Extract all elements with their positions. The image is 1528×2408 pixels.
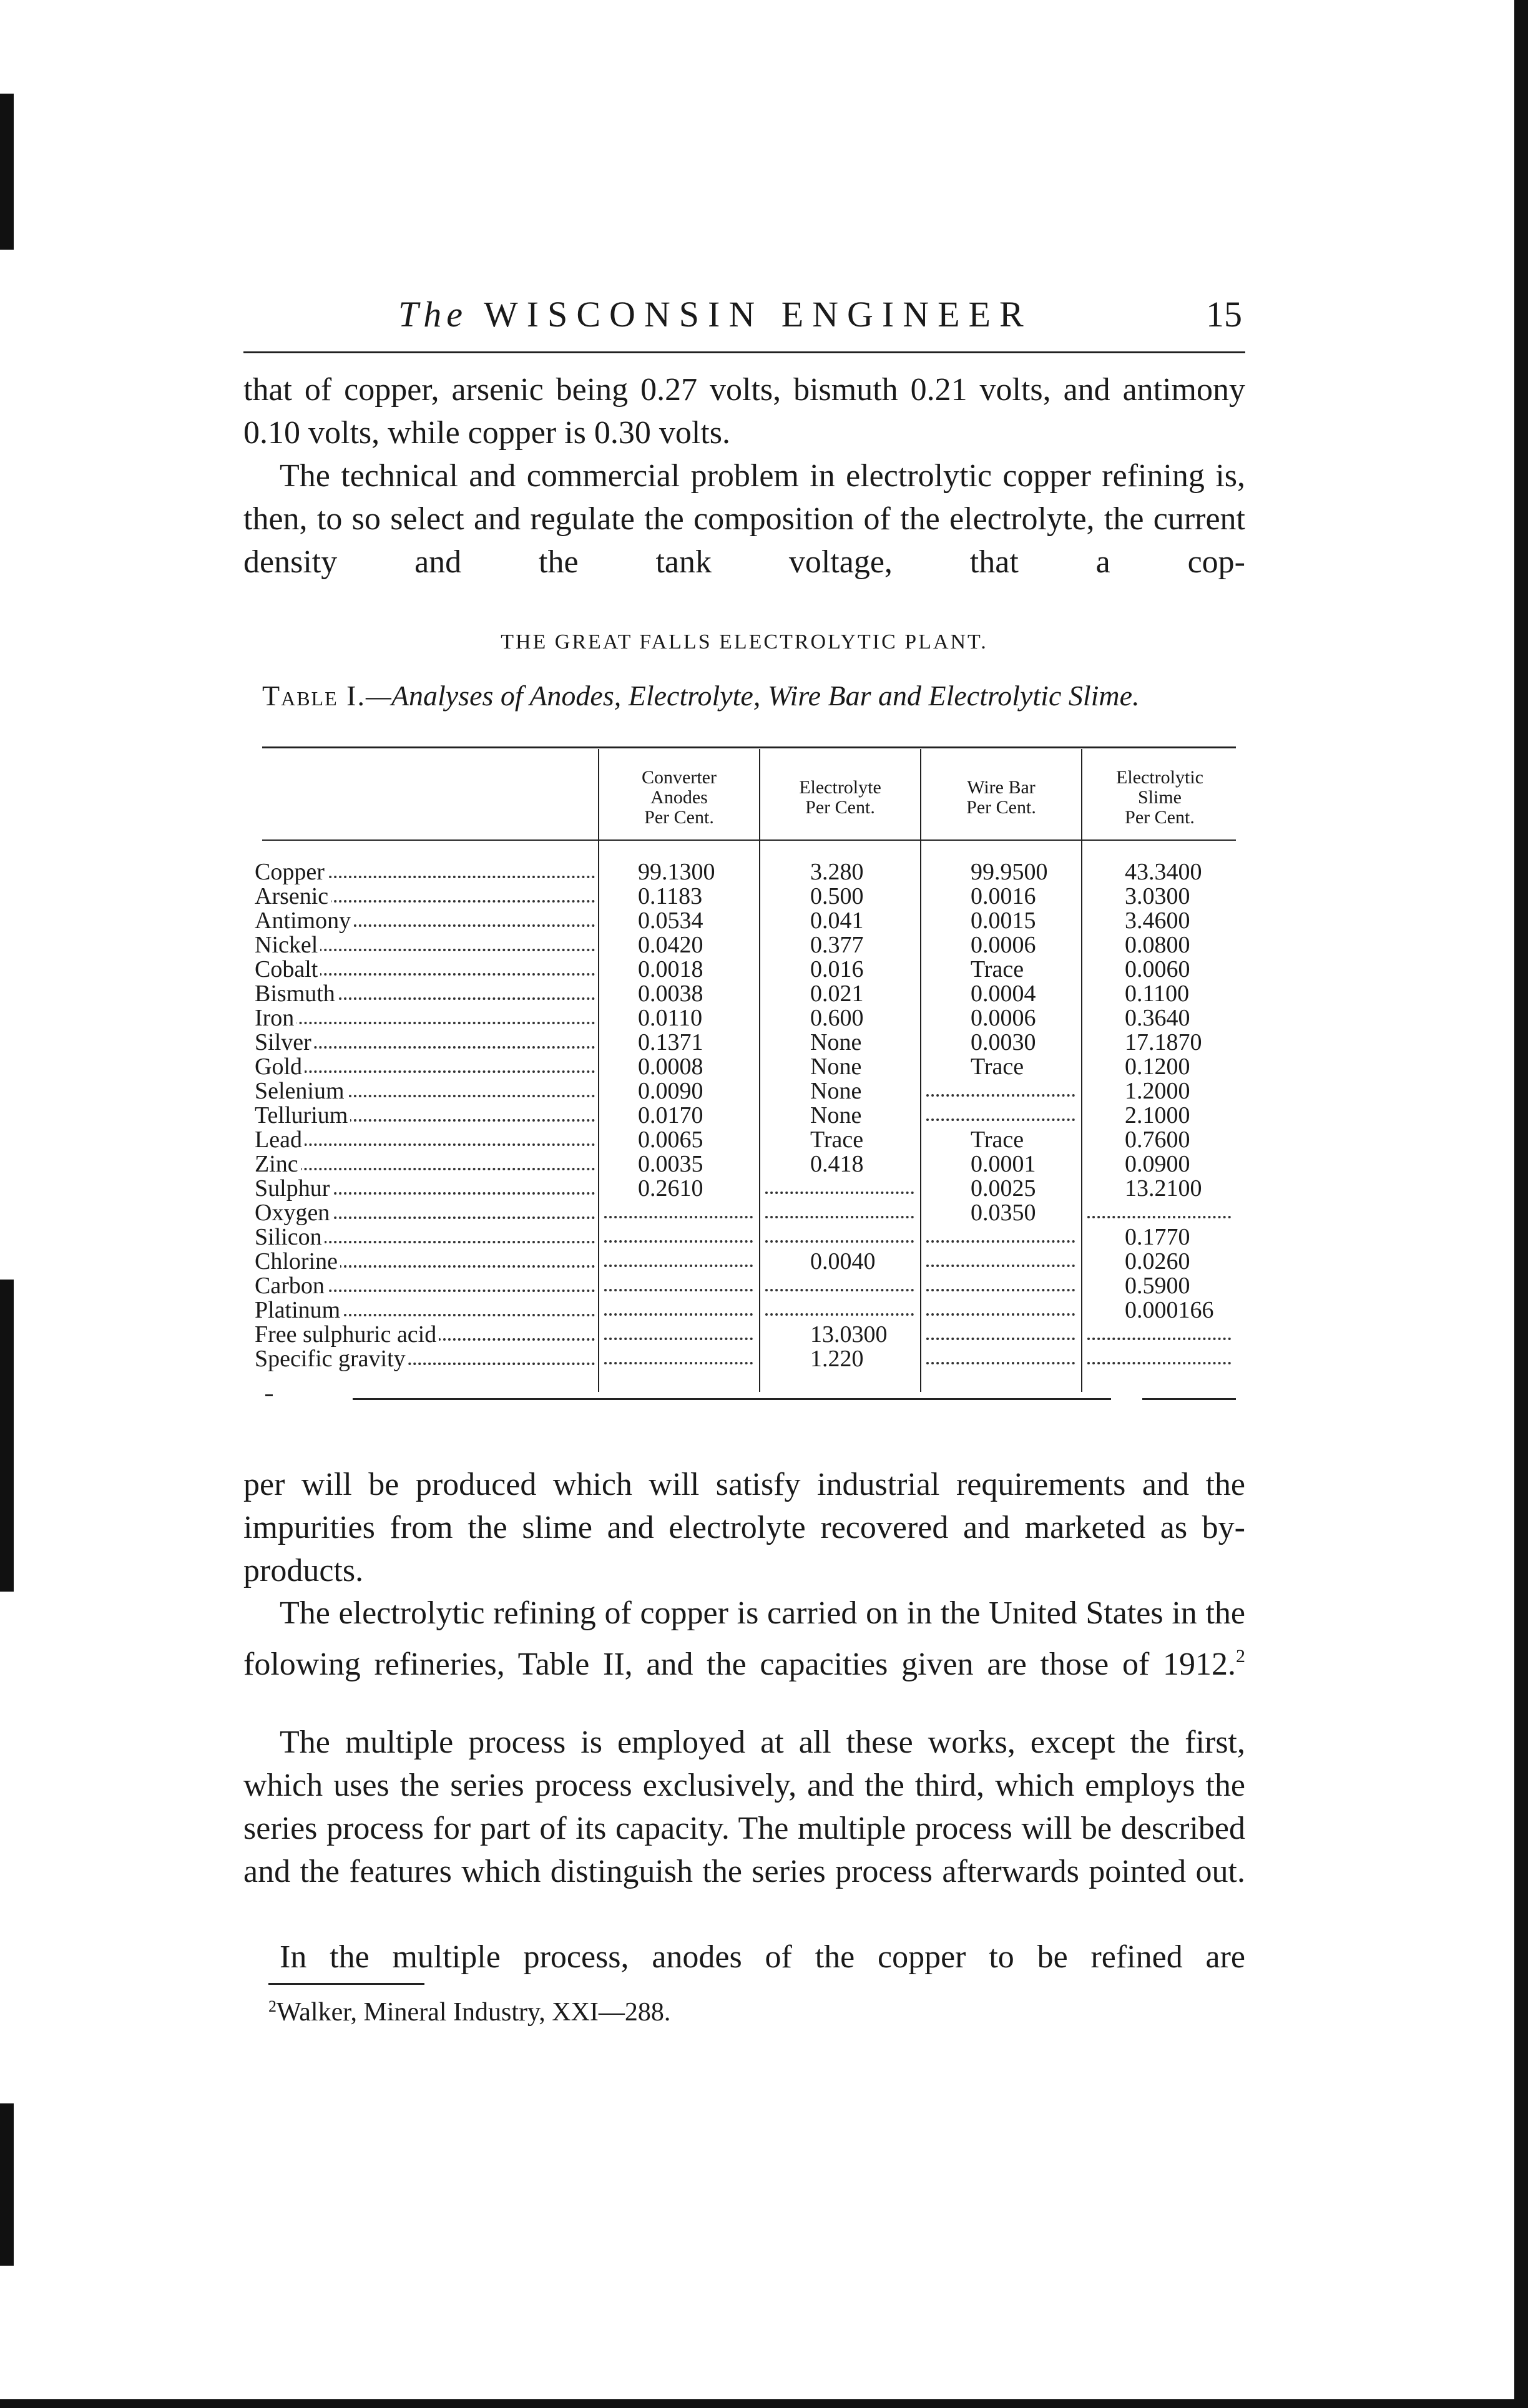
table-row-label [255, 982, 595, 1006]
row-label-text: Selenium [255, 1079, 347, 1104]
empty-cell-dots [926, 1265, 1075, 1267]
table-row-label [255, 1298, 595, 1323]
footnote [268, 1997, 670, 2027]
journal-title [398, 293, 1032, 335]
table-cell: None [810, 1102, 862, 1128]
table-bottom-rule [353, 1398, 1111, 1400]
table-cell: 1.220 [810, 1346, 864, 1372]
table-cell: None [810, 1078, 862, 1104]
table-row-label [255, 1250, 595, 1274]
table-row-label [255, 957, 595, 982]
table-cell: 13.2100 [1125, 1175, 1202, 1202]
table-cell: 0.0035 [638, 1151, 703, 1177]
table-cell: 43.3400 [1125, 859, 1202, 885]
row-label-text: Zinc [255, 1152, 301, 1177]
column-header-line: Wire Bar [967, 777, 1036, 798]
table-cell: 0.000166 [1125, 1297, 1214, 1323]
empty-cell-dots [765, 1289, 914, 1291]
row-label-text: Lead [255, 1128, 305, 1152]
empty-cell-dots [926, 1338, 1075, 1340]
table-cell: Trace [971, 1127, 1024, 1153]
paragraph-1: that of copper, arsenic being 0.27 volts, bismuth 0.21 volts, and antimony 0.10 volts, while copper is 0.30 volts. [243, 372, 1245, 451]
empty-cell-dots [926, 1313, 1075, 1316]
page-number: 15 [1206, 294, 1242, 335]
table-cell: 0.500 [810, 883, 864, 909]
table-cell: 0.0090 [638, 1078, 703, 1104]
table-cell: 0.0006 [971, 932, 1036, 958]
empty-cell-dots [765, 1313, 914, 1316]
paragraph-5: The multiple process is employed at all these works, except the first, which uses the series process exclusively, and the third, which employs the series process for part of its capacity. The multiple process will be described and the features which distinguish the series process afterwards pointed out. [243, 1725, 1245, 1889]
header-rule [243, 351, 1245, 353]
table-cell: 0.1371 [638, 1029, 703, 1055]
column-header-line: Electrolytic [1116, 767, 1203, 788]
table-row-label [255, 860, 595, 884]
column-header-line: Anodes [650, 787, 708, 808]
leader-dots [255, 1143, 595, 1146]
table-cell: 2.1000 [1125, 1102, 1190, 1128]
table-row-label [255, 1006, 595, 1030]
column-header-line: Per Cent. [805, 797, 875, 818]
table-row-label [255, 884, 595, 909]
empty-cell-dots [604, 1265, 753, 1267]
empty-cell-dots [765, 1216, 914, 1218]
row-label-text: Platinum [255, 1298, 343, 1323]
table-cell: 0.0350 [971, 1200, 1036, 1226]
scan-edge-right [1514, 0, 1528, 2408]
leader-dots [255, 1022, 595, 1024]
table-cell: 0.0110 [638, 1005, 703, 1031]
table-cell: 3.280 [810, 859, 864, 885]
row-label-text: Specific gravity [255, 1347, 408, 1371]
empty-cell-dots [926, 1094, 1075, 1097]
paragraph-3: per will be produced which will satisfy industrial requirements and the impurities from the slime and electrolyte recovered and marketed as by-products. [243, 1467, 1245, 1588]
table-bottom-rule [265, 1394, 273, 1396]
empty-cell-dots [604, 1338, 753, 1340]
leader-dots [255, 1070, 595, 1073]
table-cell: Trace [971, 956, 1024, 982]
table-row-label [255, 1055, 595, 1079]
column-header-wire-bar [923, 778, 1080, 818]
journal-name: WISCONSIN ENGINEER [484, 294, 1032, 335]
table-cell: 0.0025 [971, 1175, 1036, 1202]
empty-cell-dots [604, 1240, 753, 1243]
table-column-divider [920, 749, 921, 1392]
table-row-label [255, 1201, 595, 1225]
row-label-text: Iron [255, 1006, 296, 1030]
table-cell: 0.1200 [1125, 1054, 1190, 1080]
table-row-label [255, 1030, 595, 1055]
table-caption-text: —Analyses of Anodes, Electrolyte, Wire Bar and Electrolytic Slime. [365, 680, 1140, 712]
row-label-text: Nickel [255, 933, 320, 957]
table-cell: 0.0018 [638, 956, 703, 982]
table-cell: 0.1183 [638, 883, 703, 909]
row-label-text: Copper [255, 860, 327, 884]
table-row-label [255, 1152, 595, 1177]
footnote-text: Walker, Mineral Industry, XXI—288. [277, 1998, 671, 2027]
row-label-text: Sulphur [255, 1177, 332, 1201]
table-cell: 0.0420 [638, 932, 703, 958]
table-cell: 0.0015 [971, 908, 1036, 934]
table-cell: 0.0001 [971, 1151, 1036, 1177]
table-cell: 3.4600 [1125, 908, 1190, 934]
scan-edge-mark [0, 94, 14, 250]
row-label-text: Oxygen [255, 1201, 332, 1225]
column-header-electrolytic-slime [1084, 768, 1236, 828]
paragraph-2: The technical and commercial problem in electrolytic copper refining is, then, to so select and regulate the composition of the electrolyte, the current density and the tank voltage, that a cop- [243, 458, 1245, 580]
table-cell: 0.7600 [1125, 1127, 1190, 1153]
table-cell: 0.0008 [638, 1054, 703, 1080]
table-cell: 99.1300 [638, 859, 715, 885]
empty-cell-dots [926, 1362, 1075, 1364]
table-caption-label: Table I. [262, 680, 366, 712]
row-label-text: Tellurium [255, 1104, 350, 1128]
table-cell: Trace [971, 1054, 1024, 1080]
empty-cell-dots [604, 1362, 753, 1364]
table-cell: 0.0260 [1125, 1248, 1190, 1275]
empty-cell-dots [1087, 1216, 1231, 1218]
table-cell: 1.2000 [1125, 1078, 1190, 1104]
column-header-line: Electrolyte [799, 777, 881, 798]
column-header-line: Per Cent. [966, 797, 1036, 818]
table-cell: 3.0300 [1125, 883, 1190, 909]
table-cell: 17.1870 [1125, 1029, 1202, 1055]
row-label-text: Free sulphuric acid [255, 1323, 439, 1347]
empty-cell-dots [765, 1192, 914, 1194]
table-cell: 0.1100 [1125, 981, 1190, 1007]
empty-cell-dots [765, 1240, 914, 1243]
row-label-text: Carbon [255, 1274, 327, 1298]
paragraph-4 [243, 1592, 1245, 1686]
empty-cell-dots [604, 1313, 753, 1316]
table-cell: None [810, 1029, 862, 1055]
table-column-divider [598, 749, 599, 1392]
row-label-text: Arsenic [255, 884, 331, 909]
row-label-text: Gold [255, 1055, 305, 1079]
table-cell: 0.021 [810, 981, 864, 1007]
table-column-divider [1081, 749, 1082, 1392]
table-row-label [255, 1225, 595, 1250]
table-cell: 99.9500 [971, 859, 1048, 885]
scan-edge-bottom [0, 2399, 1528, 2408]
table-row-label [255, 1079, 595, 1104]
column-header-line: Per Cent. [1125, 807, 1195, 828]
table-cell: 13.0300 [810, 1321, 888, 1348]
table-cell: 0.0040 [810, 1248, 876, 1275]
table-column-divider [759, 749, 760, 1392]
table-header-rule [262, 839, 1236, 841]
column-header-converter-anodes [600, 768, 758, 828]
row-label-text: Silicon [255, 1225, 325, 1250]
empty-cell-dots [1087, 1362, 1231, 1364]
table-row-label [255, 1104, 595, 1128]
table-cell: 0.0030 [971, 1029, 1036, 1055]
table-cell: 0.5900 [1125, 1273, 1190, 1299]
journal-the: The [398, 294, 468, 335]
table-row-label [255, 1128, 595, 1152]
table-cell: 0.0004 [971, 981, 1036, 1007]
table-cell: 0.0065 [638, 1127, 703, 1153]
scan-edge-mark [0, 1280, 14, 1592]
empty-cell-dots [1087, 1338, 1231, 1340]
table-cell: 0.377 [810, 932, 864, 958]
empty-cell-dots [604, 1216, 753, 1218]
column-header-electrolyte [762, 778, 919, 818]
paragraph-6: In the multiple process, anodes of the copper to be refined are [280, 1939, 1245, 1975]
scan-edge-mark [0, 2103, 14, 2266]
table-row-label [255, 1177, 595, 1201]
empty-cell-dots [926, 1118, 1075, 1121]
table-cell: 0.0016 [971, 883, 1036, 909]
leader-dots [255, 1168, 595, 1170]
paragraph-4-text: The electrolytic refining of copper is carried on in the United States in the folowing refineries, Table II, and the capacities given are those of 1912. [243, 1595, 1245, 1682]
column-header-line: Per Cent. [644, 807, 714, 828]
table-bottom-rule [1142, 1398, 1236, 1400]
table-row-label [255, 1347, 595, 1371]
table-cell: 0.0534 [638, 908, 703, 934]
empty-cell-dots [926, 1240, 1075, 1243]
table-cell: 0.3640 [1125, 1005, 1190, 1031]
empty-cell-dots [926, 1289, 1075, 1291]
table-top-rule [262, 746, 1236, 748]
table-cell: 0.0006 [971, 1005, 1036, 1031]
column-header-line: Slime [1137, 787, 1182, 808]
empty-cell-dots [604, 1289, 753, 1291]
table-cell: None [810, 1054, 862, 1080]
table-row-label [255, 1274, 595, 1298]
row-label-text: Bismuth [255, 982, 338, 1006]
table-cell: 0.0170 [638, 1102, 703, 1128]
table-cell: 0.1770 [1125, 1224, 1190, 1250]
table-caption [262, 679, 1261, 712]
column-header-line: Converter [642, 767, 717, 788]
footnote-marker: 2 [268, 1997, 277, 2015]
plant-title: THE GREAT FALLS ELECTROLYTIC PLANT. [501, 630, 988, 653]
footnote-ref: 2 [1236, 1646, 1245, 1667]
table-cell: 0.418 [810, 1151, 864, 1177]
row-label-text: Silver [255, 1030, 314, 1055]
table-cell: 0.0038 [638, 981, 703, 1007]
table-cell: 0.041 [810, 908, 864, 934]
table-row-label [255, 909, 595, 933]
row-label-text: Cobalt [255, 957, 320, 982]
running-header [243, 293, 1242, 343]
table-cell: Trace [810, 1127, 864, 1153]
row-label-text: Antimony [255, 909, 353, 933]
table-row-label [255, 1323, 595, 1347]
table-row-label [255, 933, 595, 957]
table-cell: 0.0900 [1125, 1151, 1190, 1177]
footnote-rule [268, 1983, 424, 1985]
table-cell: 0.016 [810, 956, 864, 982]
table-cell: 0.0060 [1125, 956, 1190, 982]
table-cell: 0.2610 [638, 1175, 703, 1202]
table-cell: 0.600 [810, 1005, 864, 1031]
row-label-text: Chlorine [255, 1250, 340, 1274]
table-cell: 0.0800 [1125, 932, 1190, 958]
